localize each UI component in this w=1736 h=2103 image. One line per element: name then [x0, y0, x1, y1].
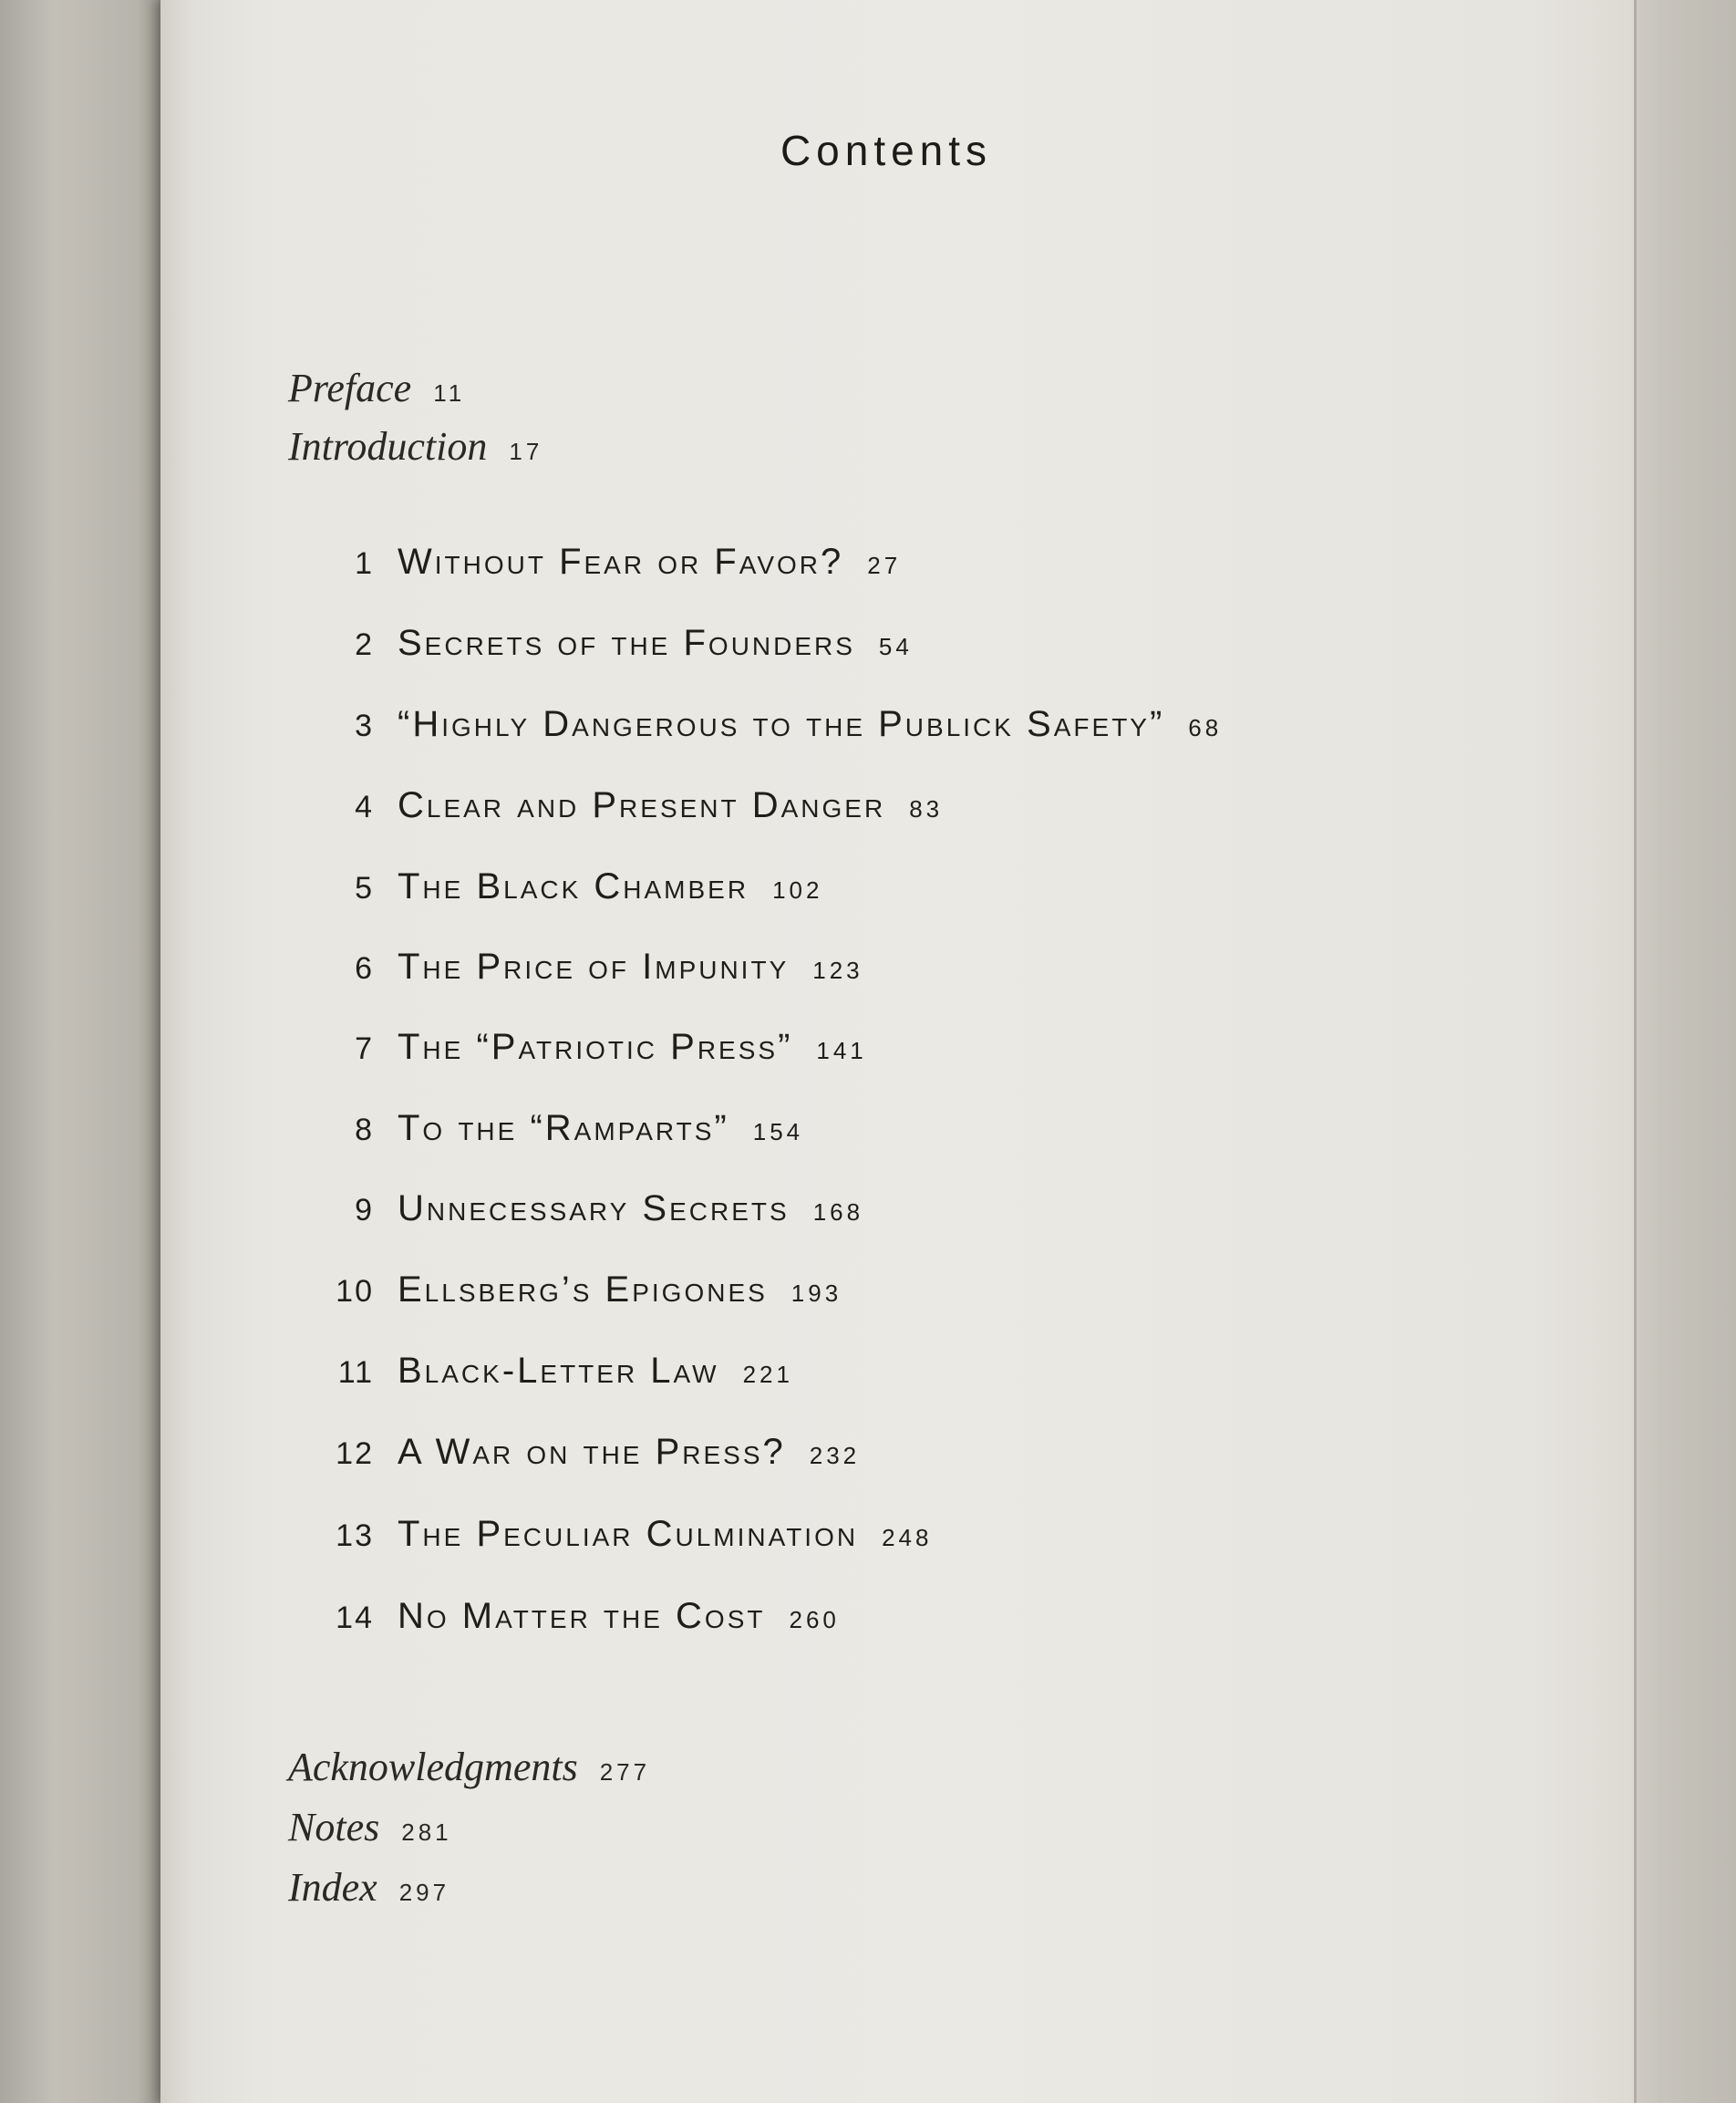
chapter-page: 141: [816, 1037, 867, 1064]
chapter-page: 123: [812, 957, 863, 984]
chapter-row: [310, 542, 901, 596]
page-title: Contents: [780, 127, 993, 174]
chapter-page: 83: [909, 795, 944, 823]
back-item-label: Acknowledgments: [288, 1745, 578, 1789]
chapter-number: 2: [355, 627, 374, 662]
chapter-title: The “Patriotic Press”: [398, 1027, 793, 1067]
chapter-number: 11: [337, 1355, 374, 1390]
front-item-page: 17: [509, 438, 543, 465]
chapter-title: To the “Ramparts”: [398, 1108, 729, 1148]
front-item-preface: [288, 365, 465, 411]
chapter-page: 154: [752, 1118, 804, 1145]
chapter-page: 260: [789, 1606, 840, 1633]
chapter-page: 54: [878, 633, 913, 660]
chapter-title: Without Fear or Favor?: [398, 542, 844, 582]
chapter-number: 7: [355, 1031, 374, 1066]
chapter-row: [310, 704, 1222, 759]
front-item-page: 11: [433, 379, 466, 407]
chapter-title: Ellsberg’s Epigones: [398, 1269, 768, 1310]
chapter-page: 168: [812, 1198, 864, 1226]
chapter-page: 232: [809, 1442, 861, 1469]
chapter-title: Unnecessary Secrets: [398, 1188, 790, 1228]
chapter-title: Black-Letter Law: [398, 1351, 719, 1391]
back-item-index: [288, 1864, 450, 1911]
chapter-row: [310, 1432, 860, 1487]
chapter-number: 12: [336, 1436, 374, 1471]
chapter-page: 27: [867, 552, 902, 579]
chapter-number: 13: [336, 1518, 374, 1553]
chapter-title: No Matter the Cost: [398, 1596, 766, 1636]
chapter-row: [310, 1351, 793, 1405]
chapter-number: 10: [336, 1274, 374, 1309]
chapter-number: 3: [355, 709, 374, 743]
chapter-page: 102: [772, 876, 823, 904]
chapter-page: 68: [1188, 714, 1223, 741]
chapter-row: [310, 1108, 803, 1163]
back-item-notes: [288, 1804, 452, 1850]
back-item-label: Notes: [288, 1805, 380, 1849]
chapter-number: 5: [355, 871, 374, 906]
chapter-title: The Peculiar Culmination: [398, 1514, 859, 1554]
front-item-label: Preface: [288, 366, 412, 410]
back-item-page: 281: [401, 1818, 452, 1846]
chapter-title: A War on the Press?: [398, 1432, 786, 1472]
chapter-row: [310, 1596, 840, 1651]
chapter-row: [310, 1188, 863, 1243]
chapter-page: 221: [742, 1361, 793, 1388]
chapter-row: [310, 1027, 867, 1082]
chapter-number: 8: [355, 1113, 374, 1147]
chapter-row: [310, 947, 863, 1001]
chapter-row: [310, 1514, 932, 1569]
back-item-acknowledgments: [288, 1744, 650, 1790]
chapter-title: “Highly Dangerous to the Publick Safety”: [398, 704, 1165, 744]
chapter-number: 4: [355, 790, 374, 824]
chapter-number: 6: [355, 951, 374, 986]
page-edge-line: [1634, 0, 1637, 2103]
front-item-introduction: [288, 423, 542, 470]
chapter-number: 14: [336, 1601, 374, 1635]
chapter-page: 193: [790, 1279, 842, 1307]
front-item-label: Introduction: [288, 424, 488, 469]
chapter-row: [310, 623, 913, 678]
chapter-row: [310, 866, 822, 921]
chapter-title: The Black Chamber: [398, 866, 749, 906]
chapter-row: [310, 785, 943, 840]
chapter-title: The Price of Impunity: [398, 947, 790, 987]
back-item-page: 277: [599, 1758, 651, 1786]
chapter-title: Secrets of the Founders: [398, 623, 855, 663]
chapter-page: 248: [882, 1524, 933, 1551]
page-edge: [1634, 0, 1736, 2103]
chapter-number: 9: [355, 1193, 374, 1228]
back-item-label: Index: [288, 1865, 377, 1910]
chapter-number: 1: [355, 546, 374, 581]
chapter-row: [310, 1269, 842, 1324]
back-item-page: 297: [398, 1879, 450, 1906]
chapter-title: Clear and Present Danger: [398, 785, 886, 825]
